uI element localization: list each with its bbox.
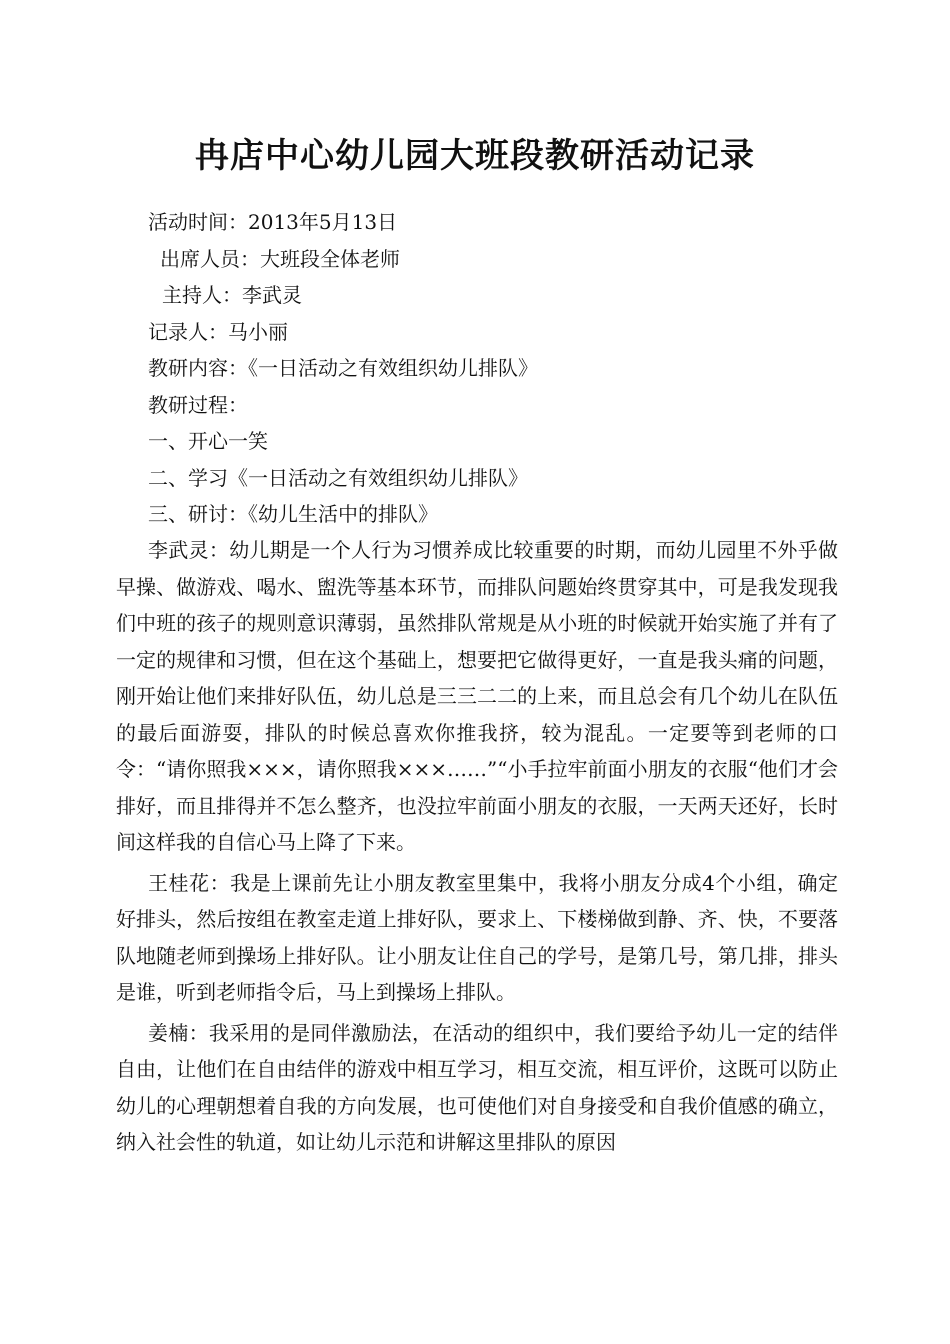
paragraph-li-wuling: 李武灵：幼儿期是一个人行为习惯养成比较重要的时期，而幼儿园里不外乎做早操、做游戏、喝水、盥洗等基本环节，而排队问题始终贯穿其中，可是我发现我们中班的孩子的规则意识薄弱，虽然排队常规是从小班的时候就开始实施了并有了一定的规律和习惯，但在这个基础上，想要把它做得更好，一直是我头痛的问题，刚开始让他们来排好队伍，幼儿总是三三二二的上来，而且总会有几个幼儿在队伍的最后面游耍，排队的时候总喜欢你推我挤，较为混乱。一定要等到老师的口令：“请你照我×××，请你照我×××……”“小手拉牢前面小朋友的衣服“他们才会排好，而且排得并不怎么整齐，也没拉牢前面小朋友的衣服，一天两天还好，长时间这样我的自信心马上降了下来。 — [116, 538, 838, 854]
process-step-2: 二、学习《一日活动之有效组织幼儿排队》 — [148, 465, 528, 490]
activity-time: 活动时间：2013年5月13日 — [148, 210, 398, 234]
host: 主持人：李武灵 — [162, 283, 302, 307]
research-process-label: 教研过程： — [148, 392, 248, 417]
process-step-1: 一、开心一笑 — [148, 429, 268, 453]
process-step-3: 三、研讨：《幼儿生活中的排队》 — [148, 502, 438, 526]
research-content: 教研内容：《一日活动之有效组织幼儿排队》 — [148, 356, 538, 380]
recorder: 记录人：马小丽 — [148, 319, 288, 344]
discussion-body — [116, 532, 838, 1161]
paragraph-jiang-nan: 姜楠：我采用的是同伴激励法，在活动的组织中，我们要给予幼儿一定的结伴自由，让他们在自由结伴的游戏中相互学习，相互交流，相互评价，这既可以防止幼儿的心理朝想着自我的方向发展，也可使他们对自身接受和自我价值感的确立，纳入社会性的轨道，如让幼儿示范和讲解这里排队的原因 — [116, 1020, 838, 1154]
meta-block — [148, 204, 848, 533]
document-title: 冉店中心幼儿园大班段教研活动记录 — [195, 136, 755, 176]
paragraph-wang-guihua: 王桂花：我是上课前先让小朋友教室里集中，我将小朋友分成4个小组，确定好排头，然后按组在教室走道上排好队，要求上、下楼梯做到静、齐、快，不要落队地随老师到操场上排好队。让小朋友让住自己的学号，是第几号，第几排，排头是谁，听到老师指令后，马上到操场上排队。 — [116, 870, 838, 1004]
attendees: 出席人员：大班段全体老师 — [160, 246, 400, 271]
